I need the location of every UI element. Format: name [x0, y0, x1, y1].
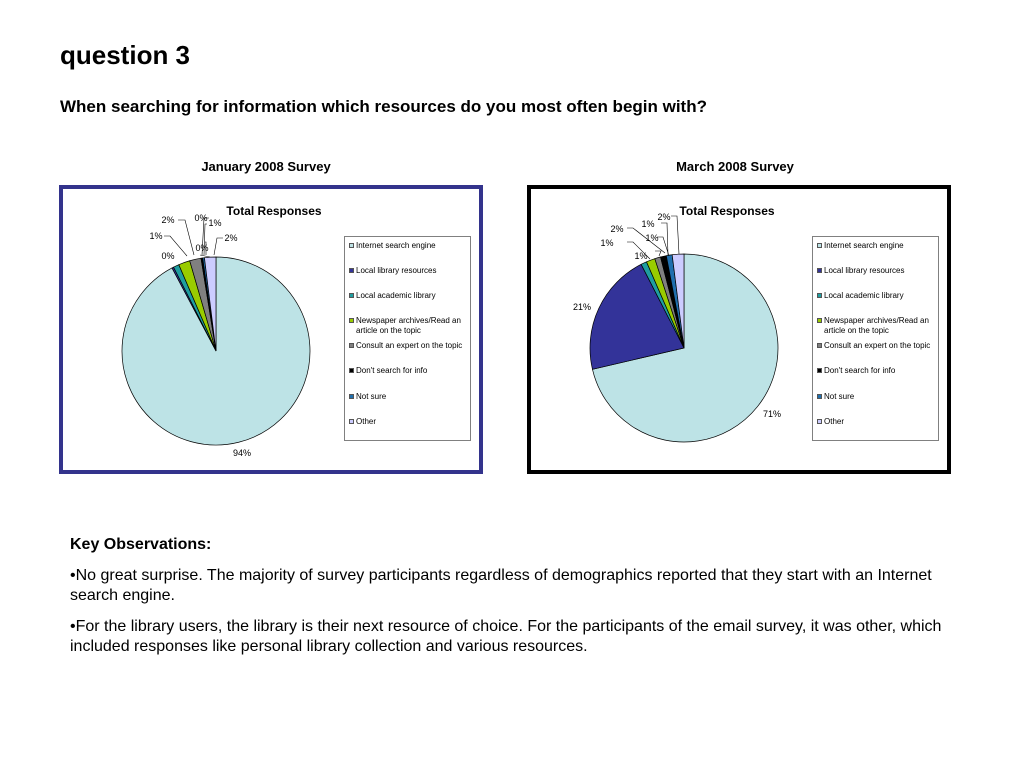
leader-line	[200, 255, 210, 257]
legend-swatch	[349, 419, 354, 424]
legend-label: Other	[356, 417, 377, 426]
value-label: 2%	[224, 233, 238, 243]
chart-frame-march	[527, 185, 951, 474]
legend-label: Not sure	[356, 392, 387, 401]
leader-line	[214, 238, 223, 255]
observations-heading: Key Observations:	[70, 536, 212, 553]
observation-item: •For the library users, the library is their next resource of choice. For the participants of the email survey, it was other, which included responses like personal library collection and various resources.	[70, 618, 942, 655]
chart-title-january: Total Responses	[226, 204, 322, 218]
value-label: 2%	[610, 224, 624, 234]
legend-item-local-library-resources	[349, 266, 470, 276]
legend-swatch	[817, 243, 822, 248]
legend-item-other	[349, 417, 470, 427]
legend-label: Newspaper archives/Read an article on the topic	[356, 316, 461, 335]
value-label: 71%	[762, 409, 782, 419]
legend-january	[344, 236, 471, 441]
survey-label-march: March 2008 Survey	[676, 159, 794, 174]
value-label: 1%	[641, 219, 655, 229]
pie-slices	[122, 257, 310, 445]
legend-swatch	[817, 293, 822, 298]
legend-item-consult-an-expert-on-the-topic	[349, 341, 470, 351]
value-label: 1%	[600, 238, 614, 248]
slide-question: When searching for information which resources do you most often begin with?	[60, 97, 707, 116]
legend-label: Internet search engine	[356, 241, 436, 250]
value-label: 1%	[208, 218, 222, 228]
legend-swatch	[817, 394, 822, 399]
legend-swatch	[817, 343, 822, 348]
legend-label: Local library resources	[824, 266, 905, 275]
legend-label: Consult an expert on the topic	[824, 341, 931, 350]
legend-swatch	[817, 268, 822, 273]
legend-label: Don't search for info	[824, 366, 896, 375]
value-label: 0%	[194, 213, 208, 223]
legend-march	[812, 236, 939, 441]
legend-item-consult-an-expert-on-the-topic	[817, 341, 938, 351]
legend-label: Internet search engine	[824, 241, 904, 250]
value-label: 2%	[161, 215, 175, 225]
legend-label: Newspaper archives/Read an article on the topic	[824, 316, 929, 335]
value-label: 1%	[645, 233, 659, 243]
legend-swatch	[349, 268, 354, 273]
legend-swatch	[349, 293, 354, 298]
legend-label: Other	[824, 417, 845, 426]
legend-label: Local academic library	[824, 291, 904, 300]
value-label: 1%	[149, 231, 163, 241]
legend-item-local-library-resources	[817, 266, 938, 276]
chart-frame-january	[59, 185, 483, 474]
leader-line	[671, 216, 679, 254]
legend-swatch	[349, 243, 354, 248]
key-observations	[70, 535, 970, 668]
legend-item-local-academic-library	[817, 291, 938, 301]
chart-title-march: Total Responses	[679, 204, 775, 218]
legend-swatch	[349, 368, 354, 373]
value-label: 21%	[572, 302, 592, 312]
survey-label-january: January 2008 Survey	[201, 159, 331, 174]
observation-item: •No great surprise. The majority of survey participants regardless of demographics reported that they start with an Internet search engine.	[70, 567, 932, 604]
pie-slices	[590, 254, 778, 442]
legend-item-don-t-search-for-info	[817, 366, 938, 376]
legend-item-newspaper-archives-read-an-article-on-the-topic	[817, 316, 938, 336]
legend-swatch	[817, 318, 822, 323]
value-label: 2%	[657, 212, 671, 222]
legend-item-internet-search-engine	[817, 241, 938, 251]
legend-swatch	[817, 368, 822, 373]
value-label: 94%	[232, 448, 252, 458]
legend-label: Don't search for info	[356, 366, 428, 375]
legend-label: Local library resources	[356, 266, 437, 275]
leader-line	[178, 220, 194, 255]
legend-item-other	[817, 417, 938, 427]
leader-line	[657, 237, 669, 256]
legend-swatch	[349, 343, 354, 348]
value-label: 0%	[161, 251, 175, 261]
legend-label: Consult an expert on the topic	[356, 341, 463, 350]
legend-swatch	[349, 318, 354, 323]
legend-item-newspaper-archives-read-an-article-on-the-topic	[349, 316, 470, 336]
legend-item-not-sure	[817, 392, 938, 402]
slide-title: question 3	[60, 40, 191, 70]
legend-item-local-academic-library	[349, 291, 470, 301]
value-label: 1%	[634, 251, 648, 261]
legend-swatch	[817, 419, 822, 424]
legend-label: Not sure	[824, 392, 855, 401]
legend-item-don-t-search-for-info	[349, 366, 470, 376]
legend-item-internet-search-engine	[349, 241, 470, 251]
legend-item-not-sure	[349, 392, 470, 402]
leader-line	[655, 251, 661, 256]
legend-label: Local academic library	[356, 291, 436, 300]
legend-swatch	[349, 394, 354, 399]
value-label: 0%	[195, 243, 209, 253]
